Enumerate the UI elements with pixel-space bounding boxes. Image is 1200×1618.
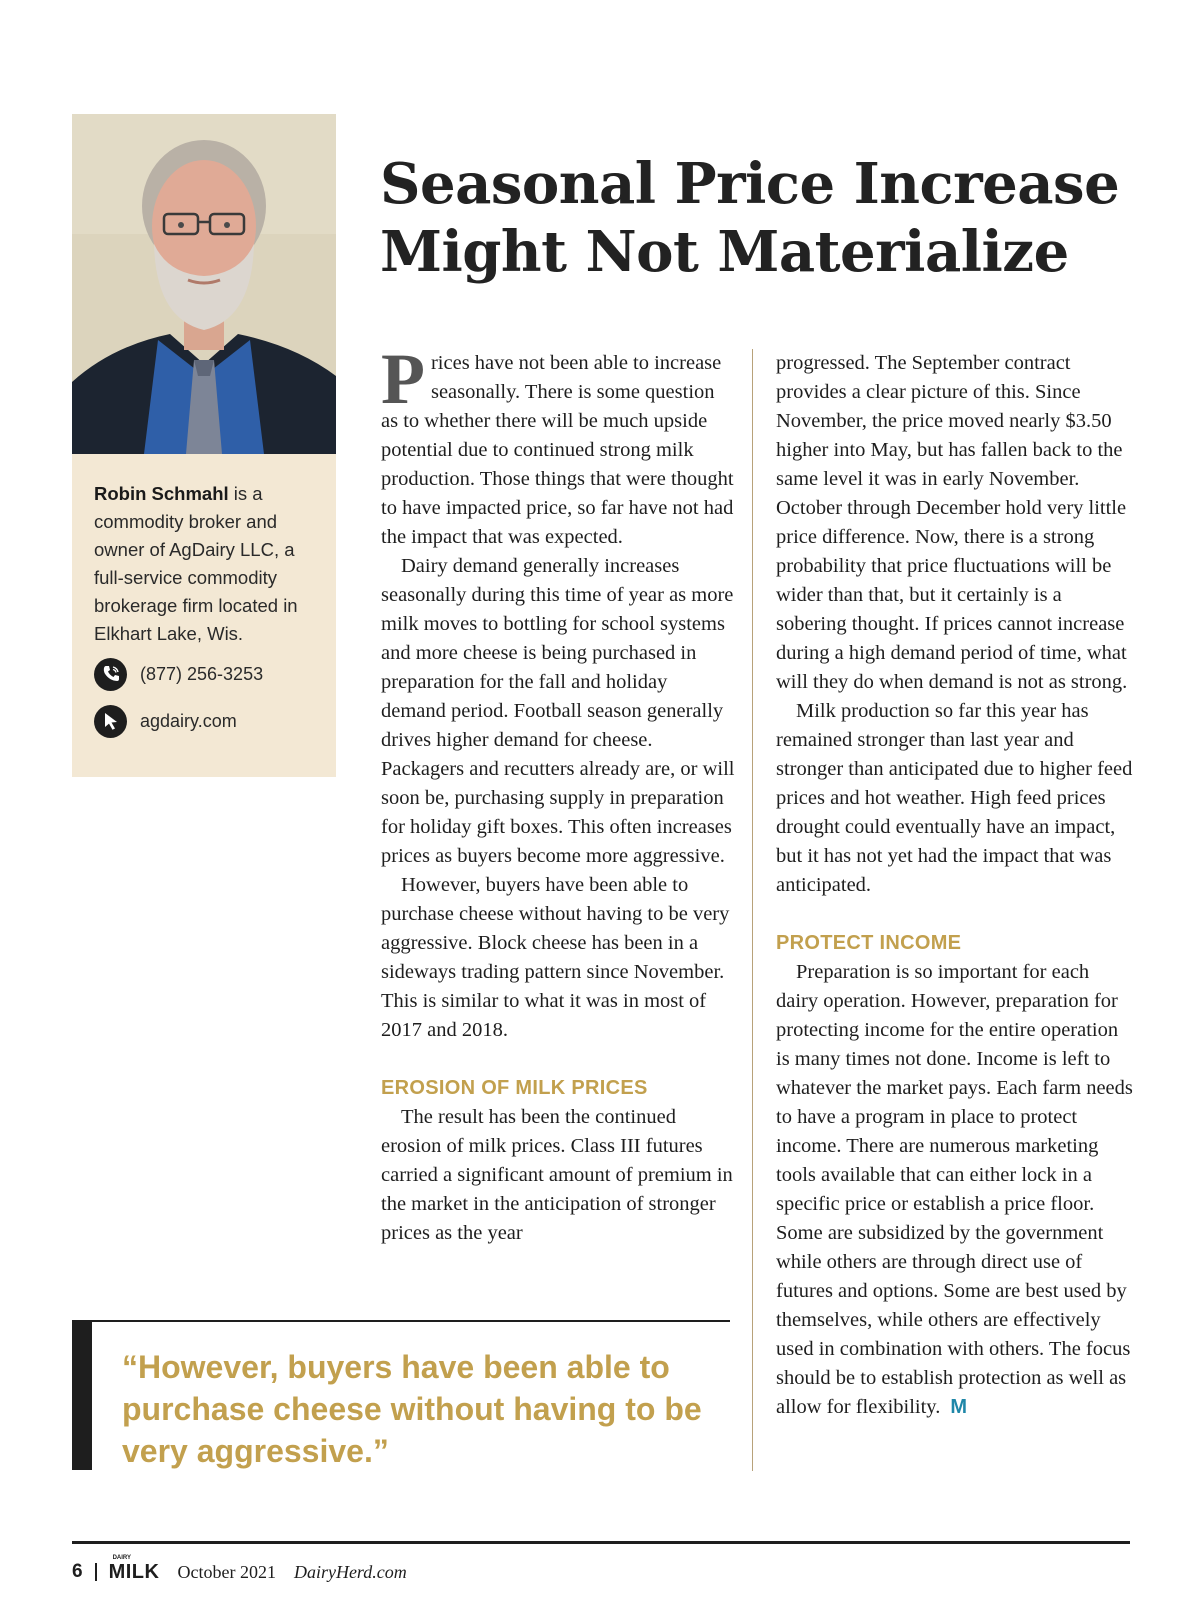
paragraph: The result has been the continued erosion of milk prices. Class III futures carried a significant amount of premium in the market in the anticipation of stronger prices as the year — [381, 1106, 733, 1244]
magazine-logo — [108, 1554, 160, 1584]
logo-small-text: DAIRY — [112, 1554, 132, 1561]
footer-rule — [72, 1541, 1130, 1544]
paragraph-text: Preparation is so important for each dairy operation. However, preparation for protecting income for the entire operation is many times not done. Income is left to whatever the market pays. Each farm needs to have a program in place to protect income. There are numerous marketing tools available that can either lock in a specific price or establish a price floor. Some are subsidized by the government while others are through direct use of futures and options. Some are best used by themselves, while others are effectively used in combination with others. The focus should be to establish protection as well as allow for flexibility. — [776, 961, 1133, 1418]
pull-quote: “However, buyers have been able to purchase cheese without having to be very aggressive.” — [122, 1349, 702, 1469]
phone-icon — [94, 658, 127, 691]
paragraph — [776, 958, 1136, 1422]
section-subhead: EROSION OF MILK PRICES — [381, 1077, 648, 1099]
site-link[interactable]: DairyHerd.com — [293, 1561, 407, 1582]
headline-line-2: Might Not Materialize — [380, 219, 1069, 285]
author-sidebar — [72, 114, 336, 777]
paragraph: Milk production so far this year has remained stronger than last year and stronger than anticipated due to higher feed prices and hot weather. High feed prices drought could eventually have an impact, but it has not yet had the impact that was anticipated. — [776, 700, 1133, 896]
author-website-link[interactable] — [94, 704, 324, 738]
pull-quote-rule — [72, 1320, 730, 1322]
article-headline — [380, 150, 1160, 286]
phone-number: (877) 256-3253 — [140, 663, 264, 684]
paragraph: Prices have not been able to increase seasonally. There is some question as to whether there will be much upside potential due to continued strong milk production. Those things that were thought to have impacted price, so far have not had the impact that was expected. — [381, 339, 734, 548]
paragraph: However, buyers have been able to purchase cheese without having to be very aggressive. Block cheese has been in a sideways trading pattern since November. This is similar to what it was in most of 2017 and 2018. — [381, 874, 730, 1041]
article-column-1 — [381, 339, 736, 1248]
page-number: 6 — [72, 1561, 83, 1582]
author-name: Robin Schmahl — [94, 483, 229, 504]
paragraph: Dairy demand generally increases seasonally during this time of year as more milk moves to bottling for school systems and more cheese is being purchased in preparation for the fall and holiday demand period. Football season generally drives higher demand for cheese. Packagers and recutters already are, or will soon be, purchasing supply in preparation for holiday gift boxes. This often increases prices as buyers become more aggressive. — [381, 555, 735, 867]
paragraph: progressed. The September contract provides a clear picture of this. Since November, the price moved nearly $3.50 higher into May, but has fallen back to the same level it was in early November. October through December hold very little price difference. Now, there is a strong probability that price fluctuations will be wider than that, but it certainly is a sobering thought. If prices cannot increase during a high demand period of time, what will they do when demand is not as strong. — [776, 352, 1128, 693]
author-phone[interactable] — [94, 657, 324, 691]
end-mark: M — [950, 1396, 968, 1418]
logo-text: MILK — [108, 1560, 160, 1583]
author-bio-text: is a commodity broker and owner of AgDairy LLC, a full-service commodity brokerage firm located in Elkhart Lake, Wis. — [94, 483, 298, 644]
article-column-2 — [776, 349, 1136, 1422]
headline-line-1: Seasonal Price Increase — [380, 151, 1120, 217]
column-divider — [752, 349, 753, 1471]
website-url: agdairy.com — [140, 710, 237, 731]
section-subhead: PROTECT INCOME — [776, 932, 962, 954]
page-footer — [72, 1554, 407, 1587]
pull-quote-bar — [72, 1320, 92, 1470]
author-photo — [72, 114, 336, 454]
footer-separator — [95, 1563, 97, 1581]
issue-date: October 2021 — [177, 1561, 276, 1582]
cursor-icon — [94, 705, 127, 738]
author-bio — [94, 480, 318, 648]
